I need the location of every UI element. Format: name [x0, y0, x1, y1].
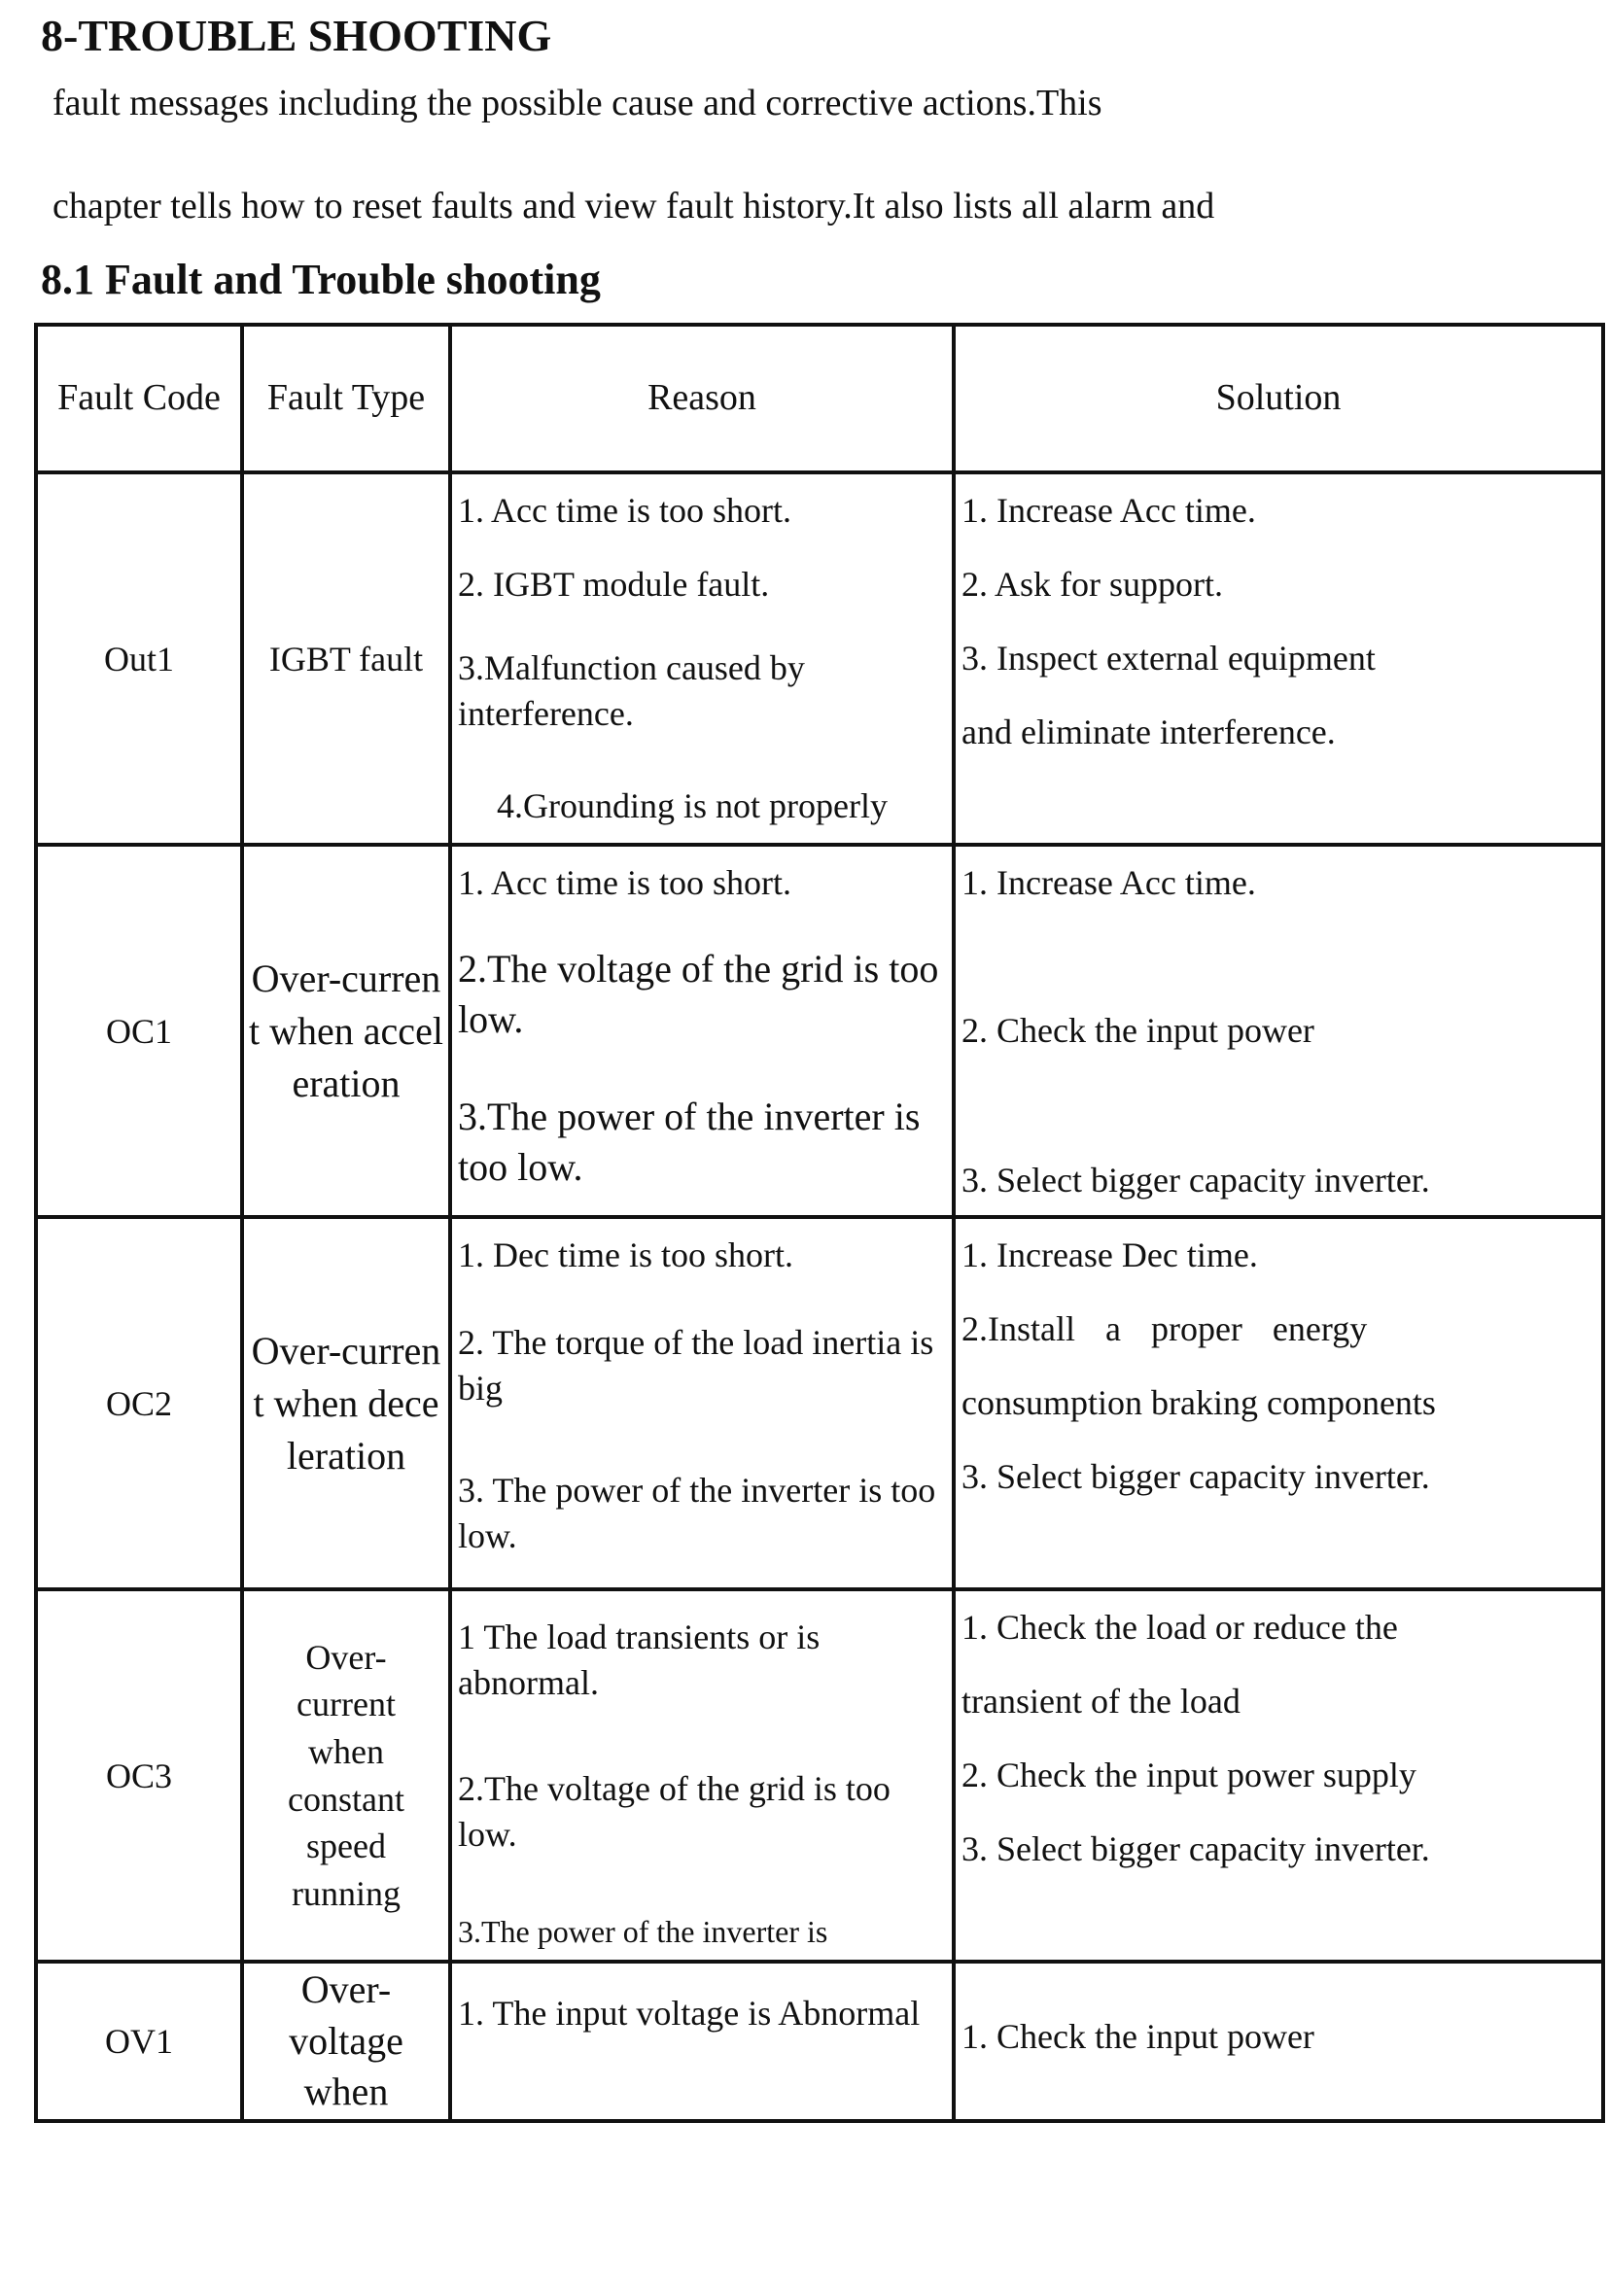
- reason-line: 1. Acc time is too short.: [458, 491, 791, 530]
- table-cell: [242, 472, 450, 845]
- table-cell: [450, 472, 954, 845]
- fault-code: OC2: [105, 1383, 172, 1423]
- reason-line: 2. IGBT module fault.: [458, 565, 770, 604]
- reason-line: 3.Malfunction caused by interference.: [458, 648, 805, 733]
- reason-line: 3. The power of the inverter is too low.: [458, 1471, 936, 1555]
- header-reason: Reason: [647, 377, 756, 419]
- fault-code: OC1: [105, 1011, 172, 1051]
- solution-line: 1. Check the load or reduce the: [961, 1608, 1398, 1647]
- table-cell: [242, 845, 450, 1217]
- table-cell: [450, 1589, 954, 1962]
- table-row: [36, 845, 1603, 1217]
- table-cell: [954, 1217, 1603, 1589]
- table-cell: [242, 1589, 450, 1962]
- table-cell: [36, 1962, 242, 2121]
- table-row: [36, 1962, 1603, 2121]
- table-cell: [450, 1962, 954, 2121]
- reason-line: 2.The voltage of the grid is too low.: [458, 947, 939, 1041]
- solution-line: and eliminate interference.: [961, 713, 1336, 751]
- header-fault-code: Fault Code: [57, 377, 221, 419]
- table-cell: [36, 845, 242, 1217]
- fault-code: Out1: [104, 639, 174, 678]
- solution-line: 1. Increase Dec time.: [961, 1235, 1258, 1274]
- solution-line: 1. Check the input power: [961, 2017, 1314, 2056]
- header-fault-type: Fault Type: [266, 377, 426, 419]
- header-solution: Solution: [1215, 377, 1342, 419]
- table-cell: [36, 1217, 242, 1589]
- solution-line: 1. Increase Acc time.: [961, 491, 1256, 530]
- table-cell: [954, 1962, 1603, 2121]
- table-row: [36, 1217, 1603, 1589]
- solution-line: consumption braking components: [961, 1383, 1436, 1422]
- table-cell: [954, 1589, 1603, 1962]
- header-cell: [242, 325, 450, 472]
- table-header-row: [36, 325, 1603, 472]
- table-cell: [36, 1589, 242, 1962]
- solution-line: 2. Check the input power: [961, 1011, 1314, 1050]
- fault-type: Over-current when deceleration: [251, 1328, 441, 1478]
- table-cell: [954, 472, 1603, 845]
- fault-code: OC3: [105, 1756, 172, 1795]
- fault-type: IGBT fault: [268, 639, 424, 678]
- table-cell: [242, 1962, 450, 2121]
- reason-line: 2. The torque of the load inertia is big: [458, 1323, 934, 1408]
- fault-type: Over-current when constant speed running: [288, 1637, 404, 1913]
- reason-line: 1. Acc time is too short.: [458, 863, 791, 902]
- section-title: 8.1 Fault and Trouble shooting: [41, 256, 601, 303]
- solution-line: 3. Select bigger capacity inverter.: [961, 1161, 1430, 1200]
- reason-line: 1 The load transients or is abnormal.: [458, 1618, 821, 1702]
- reason-line: 4.Grounding is not properly: [497, 786, 888, 825]
- table-cell: [450, 1217, 954, 1589]
- table-row: [36, 1589, 1603, 1962]
- solution-line: 3. Select bigger capacity inverter.: [961, 1829, 1430, 1868]
- solution-line: 2. Check the input power supply: [961, 1756, 1416, 1794]
- reason-line: 3.The power of the inverter is: [458, 1914, 828, 1949]
- solution-line: 2.Install a proper energy: [961, 1309, 1368, 1348]
- header-cell: [36, 325, 242, 472]
- header-cell: [954, 325, 1603, 472]
- reason-line: 1. The input voltage is Abnormal: [458, 1994, 921, 2033]
- solution-line: transient of the load: [961, 1682, 1241, 1721]
- reason-line: 3.The power of the inverter is too low.: [458, 1095, 921, 1189]
- reason-line: 2.The voltage of the grid is too low.: [458, 1769, 891, 1854]
- solution-line: 1. Increase Acc time.: [961, 863, 1256, 902]
- table-cell: [36, 472, 242, 845]
- solution-line: 3. Select bigger capacity inverter.: [961, 1457, 1430, 1496]
- table-cell: [450, 845, 954, 1217]
- solution-line: 3. Inspect external equipment: [961, 639, 1376, 678]
- fault-table: [34, 323, 1605, 2123]
- fault-type: Over-current when acceleration: [249, 956, 443, 1105]
- table-cell: [242, 1217, 450, 1589]
- intro-line-1: fault messages including the possible cause and corrective actions.This: [52, 83, 1102, 123]
- reason-line: 1. Dec time is too short.: [458, 1235, 793, 1274]
- solution-line: 2. Ask for support.: [961, 565, 1223, 604]
- intro-line-2: chapter tells how to reset faults and view fault history.It also lists all alarm and: [52, 186, 1215, 226]
- table-row: [36, 472, 1603, 845]
- page-title: 8-TROUBLE SHOOTING: [41, 11, 552, 60]
- fault-code: OV1: [105, 2022, 173, 2061]
- fault-type: Over-voltage when: [289, 1966, 403, 2114]
- table-cell: [954, 845, 1603, 1217]
- header-cell: [450, 325, 954, 472]
